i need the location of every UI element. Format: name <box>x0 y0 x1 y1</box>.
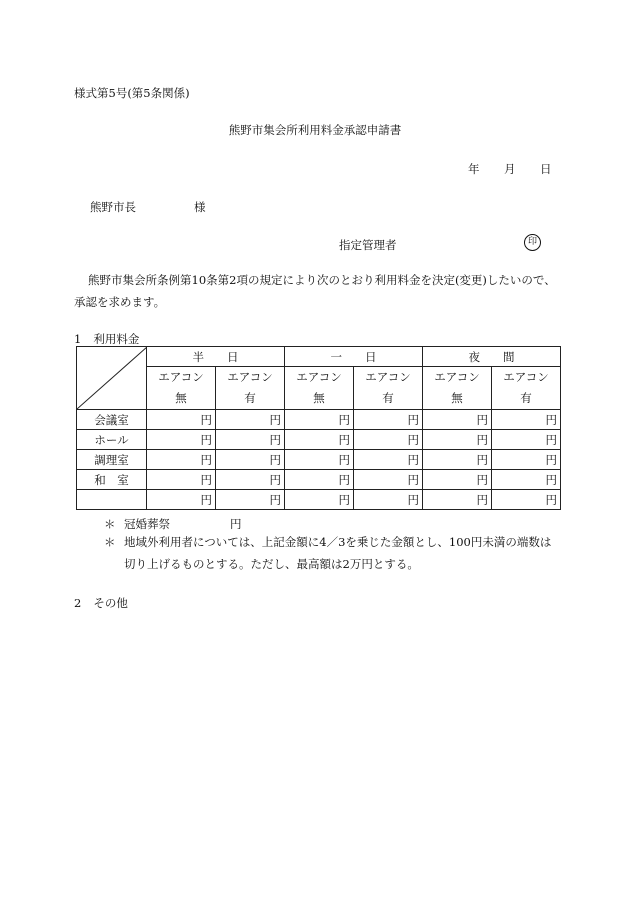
row-label: 会議室 <box>77 410 147 430</box>
fee-cell: 円 <box>492 430 561 450</box>
seal-mark: 印 <box>524 234 541 251</box>
section-2-heading <box>74 595 128 611</box>
table-row <box>77 470 561 490</box>
aircon-header: エアコン 無 <box>423 367 492 410</box>
body-text: 熊野市集会所条例第10条第2項の規定により次のとおり利用料金を決定(変更)したいので、承認を求めます。 <box>74 273 556 309</box>
fee-cell: 円 <box>216 430 285 450</box>
fee-cell: 円 <box>216 450 285 470</box>
addressee <box>90 199 206 215</box>
aircon-header: エアコン 無 <box>285 367 354 410</box>
fee-cell: 円 <box>216 470 285 490</box>
section-1-title: 利用料金 <box>93 332 140 346</box>
aircon-header: エアコン 無 <box>147 367 216 410</box>
date-line <box>468 161 552 177</box>
fee-cell: 円 <box>285 410 354 430</box>
note-unit: 円 <box>230 517 242 531</box>
fee-cell: 円 <box>147 490 216 510</box>
row-label: 調理室 <box>77 450 147 470</box>
document-title: 熊野市集会所利用料金承認申請書 <box>228 123 402 137</box>
period-header-half-day: 半 日 <box>147 347 285 367</box>
fee-cell: 円 <box>216 490 285 510</box>
date-year-label: 年 <box>468 162 480 176</box>
fee-cell: 円 <box>216 410 285 430</box>
row-label: ホール <box>77 430 147 450</box>
fee-cell: 円 <box>354 450 423 470</box>
aircon-header: エアコン 有 <box>354 367 423 410</box>
fee-cell: 円 <box>285 450 354 470</box>
fee-cell: 円 <box>492 410 561 430</box>
fee-cell: 円 <box>147 450 216 470</box>
row-label-blank <box>77 490 147 510</box>
fee-cell: 円 <box>423 430 492 450</box>
fee-cell: 円 <box>285 490 354 510</box>
fee-cell: 円 <box>354 430 423 450</box>
addressee-name: 熊野市長 <box>90 200 136 214</box>
fee-cell: 円 <box>285 470 354 490</box>
fee-cell: 円 <box>492 490 561 510</box>
form-number: 様式第5号(第5条関係) <box>74 86 190 100</box>
fee-table <box>76 346 561 510</box>
note-asterisk: ＊ <box>104 535 116 549</box>
fee-cell: 円 <box>354 470 423 490</box>
fee-cell: 円 <box>147 430 216 450</box>
fee-cell: 円 <box>423 470 492 490</box>
section-1-heading <box>74 331 139 347</box>
fee-cell: 円 <box>147 410 216 430</box>
note-text-continued: 切り上げるものとする。ただし、最高額は2万円とする。 <box>124 557 419 571</box>
addressee-honorific: 様 <box>194 200 206 214</box>
date-month-label: 月 <box>504 162 516 176</box>
fee-cell: 円 <box>147 470 216 490</box>
table-row <box>77 410 561 430</box>
section-2-title: その他 <box>93 596 128 610</box>
fee-cell: 円 <box>492 470 561 490</box>
table-row <box>77 430 561 450</box>
fee-cell: 円 <box>492 450 561 470</box>
fee-cell: 円 <box>354 490 423 510</box>
fee-cell: 円 <box>285 430 354 450</box>
table-row <box>77 450 561 470</box>
section-1-number: 1 <box>74 332 82 346</box>
period-header-full-day: 一 日 <box>285 347 423 367</box>
note-asterisk: ＊ <box>104 517 116 531</box>
note-text: 冠婚葬祭 <box>124 517 170 531</box>
date-day-label: 日 <box>540 162 552 176</box>
period-header-night: 夜 間 <box>423 347 561 367</box>
fee-cell: 円 <box>354 410 423 430</box>
note-ceremony <box>104 516 242 532</box>
section-2-number: 2 <box>74 596 82 610</box>
row-label: 和 室 <box>77 470 147 490</box>
fee-cell: 円 <box>423 490 492 510</box>
table-corner-diagonal <box>77 347 147 410</box>
diagonal-line <box>77 347 147 409</box>
fee-cell: 円 <box>423 450 492 470</box>
aircon-header: エアコン 有 <box>216 367 285 410</box>
table-row <box>77 490 561 510</box>
applicant-label: 指定管理者 <box>339 238 397 252</box>
note-outside-users <box>104 531 551 575</box>
note-text: 地域外利用者については、上記金額に4／3を乗じた金額とし、100円未満の端数は <box>124 535 552 549</box>
fee-cell: 円 <box>423 410 492 430</box>
aircon-header: エアコン 有 <box>492 367 561 410</box>
